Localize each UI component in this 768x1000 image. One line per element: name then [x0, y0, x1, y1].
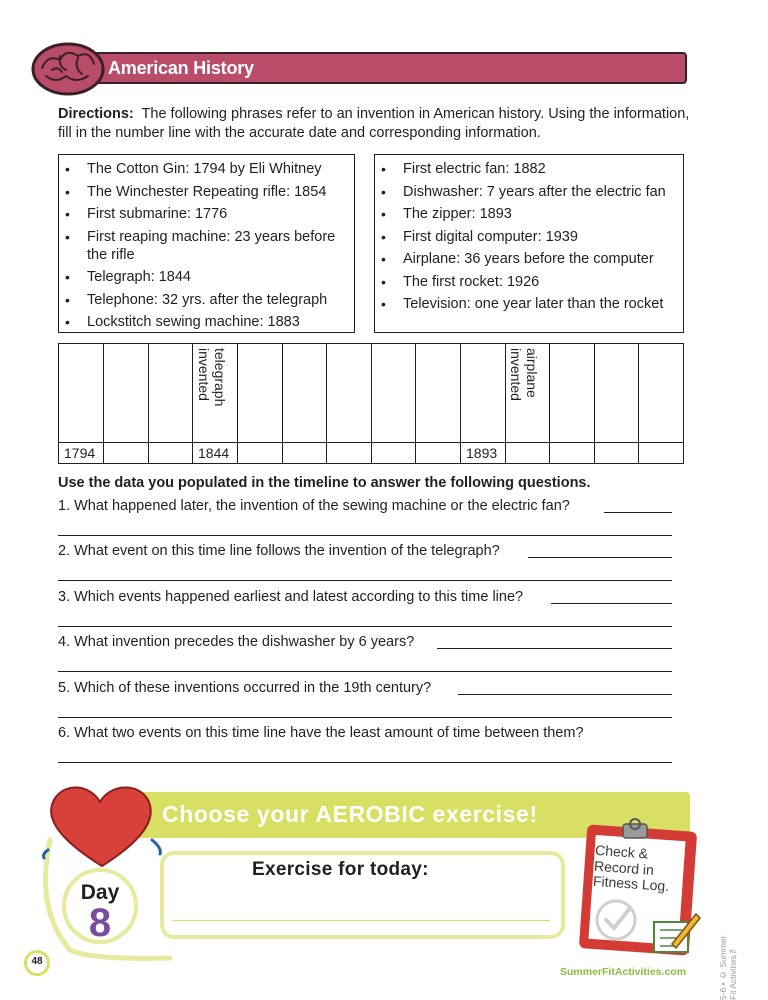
answer-line[interactable]	[58, 535, 672, 536]
day-number: 8	[88, 901, 112, 945]
page-number: 48	[31, 956, 43, 967]
check-record-text: Check & Record in Fitness Log.	[592, 841, 670, 895]
brain-icon	[30, 40, 106, 98]
timeline-divider	[103, 344, 104, 463]
list-item: • The zipper: 1893	[403, 205, 683, 223]
clip-icon	[620, 818, 650, 840]
day-label: Day	[80, 881, 120, 904]
question: 1. What happened later, the invention of the sewing machine or the electric fan?	[58, 498, 570, 514]
answer-line[interactable]	[58, 626, 672, 627]
answer-line[interactable]	[58, 580, 672, 581]
timeline-divider	[505, 344, 506, 463]
list-item: • First electric fan: 1882	[403, 160, 683, 178]
timeline-divider	[549, 344, 550, 463]
question: 4. What invention precedes the dishwasher by 6 years?	[58, 634, 415, 650]
timeline-divider	[371, 344, 372, 463]
timeline-divider	[326, 344, 327, 463]
question: 2. What event on this time line follows the invention of the telegraph?	[58, 543, 500, 559]
list-item: • The first rocket: 1926	[403, 273, 683, 291]
facts-box-right	[374, 154, 684, 333]
list-item: • The Winchester Repeating rifle: 1854	[87, 183, 354, 201]
question: 3. Which events happened earliest and latest according to this time line?	[58, 589, 524, 605]
timeline-divider	[148, 344, 149, 463]
list-item: • First digital computer: 1939	[403, 228, 683, 246]
answer-line[interactable]	[458, 694, 672, 695]
answer-line[interactable]	[528, 557, 672, 558]
list-item: • Dishwasher: 7 years after the electric fan	[403, 183, 683, 201]
copyright: 5-6 • © Summer Fit Activities™	[718, 935, 738, 1000]
timeline-grid	[58, 343, 684, 464]
questions-heading: Use the data you populated in the timeline to answer the following questions.	[58, 475, 591, 491]
timeline-year: 1844	[198, 445, 230, 461]
page-title: American History	[108, 58, 254, 78]
timeline-label: airplane invented	[508, 348, 540, 401]
list-item: • Television: one year later than the rocket	[403, 295, 683, 313]
exercise-title: Exercise for today:	[252, 859, 429, 880]
answer-line[interactable]	[551, 603, 672, 604]
timeline-divider	[594, 344, 595, 463]
answer-line[interactable]	[58, 762, 672, 763]
checkmark-icon	[592, 896, 642, 942]
answer-line[interactable]	[604, 512, 672, 513]
timeline-year: 1794	[64, 445, 96, 461]
timeline-divider	[460, 344, 461, 463]
answer-line[interactable]	[58, 671, 672, 672]
timeline-divider	[192, 344, 193, 463]
list-item: • Telegraph: 1844	[87, 268, 354, 286]
aerobic-heading: Choose your AEROBIC exercise!	[162, 801, 538, 827]
timeline-divider	[237, 344, 238, 463]
directions	[58, 105, 698, 143]
heart-icon	[40, 780, 165, 870]
list-item: • Airplane: 36 years before the computer	[403, 250, 683, 268]
timeline-year: 1893	[466, 445, 498, 461]
timeline-divider	[282, 344, 283, 463]
facts-box-left	[58, 154, 355, 333]
answer-line[interactable]	[58, 717, 672, 718]
pencil-icon	[650, 908, 702, 956]
list-item: • First submarine: 1776	[87, 205, 354, 223]
list-item: • Lockstitch sewing machine: 1883	[87, 313, 354, 331]
website-link[interactable]: SummerFitActivities.com	[560, 966, 687, 978]
directions-label: Directions:	[58, 106, 134, 122]
timeline-divider	[638, 344, 639, 463]
question: 6. What two events on this time line have the least amount of time between them?	[58, 725, 584, 741]
list-item: • Telephone: 32 yrs. after the telegraph	[87, 291, 354, 309]
exercise-answer-line[interactable]	[172, 920, 550, 921]
question: 5. Which of these inventions occurred in the 19th century?	[58, 680, 432, 696]
list-item: • First reaping machine: 23 years before the rifle	[87, 228, 354, 264]
timeline-year-row	[59, 442, 683, 443]
answer-line[interactable]	[437, 648, 672, 649]
timeline-label: telegraph invented	[196, 348, 228, 407]
list-item: • The Cotton Gin: 1794 by Eli Whitney	[87, 160, 354, 178]
directions-text: The following phrases refer to an invention in American history. Using the information, fill in the number line with the accurate date and corresponding information.	[58, 106, 690, 141]
timeline-divider	[415, 344, 416, 463]
